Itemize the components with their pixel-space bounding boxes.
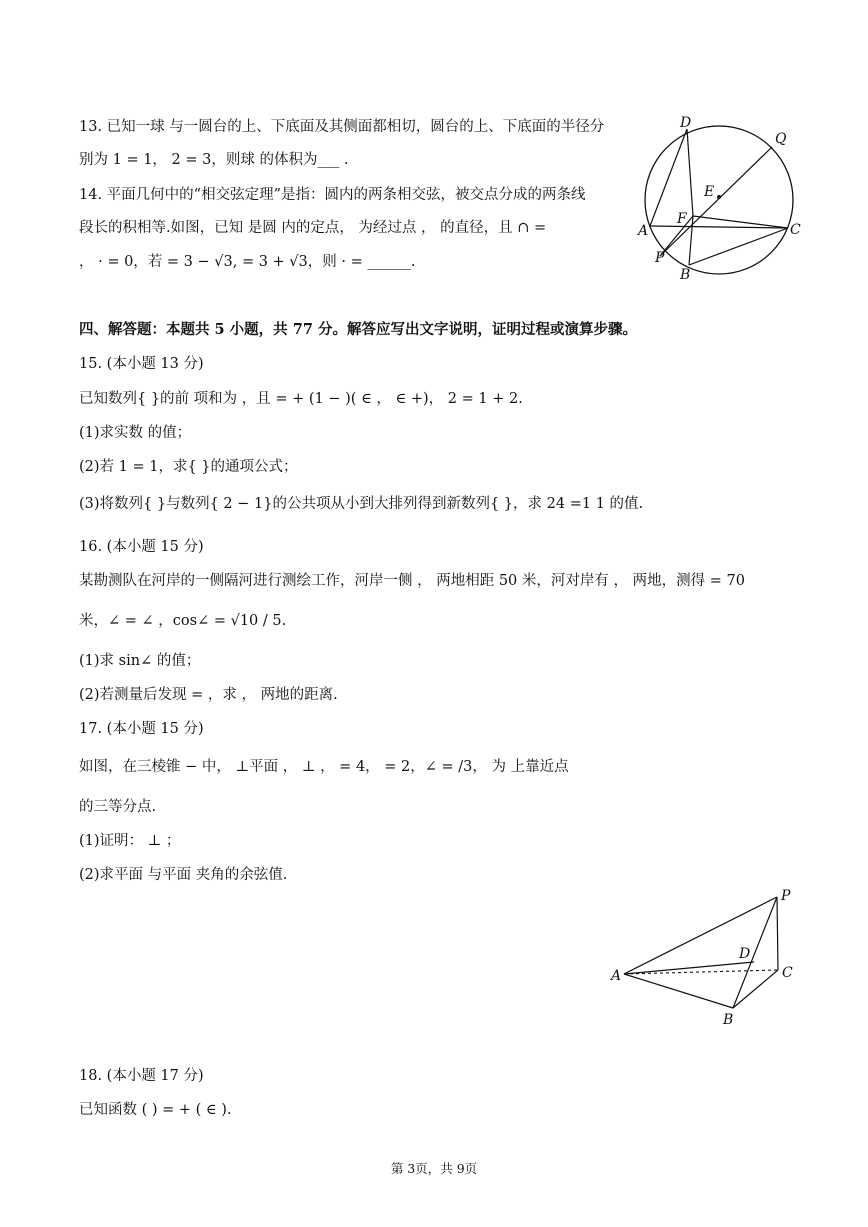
label-P: P: [655, 250, 665, 266]
q18-line-1: 已知函数 ( ) = + ( ∈ ).: [79, 1102, 232, 1118]
q15-part-2: (2)若 1 = 1，求{ }的通项公式；: [79, 459, 298, 475]
q15-part-1: (1)求实数 的值；: [79, 425, 192, 441]
q14-line-1: 14. 平面几何中的“相交弦定理”是指：圆内的两条相交弦，被交点分成的两条线: [79, 187, 586, 203]
q15-line-1: 已知数列{ }的前 项和为 ，且 = + (1 − )( ∈ ， ∈ +)， 2 = 1 + 2.: [79, 391, 523, 407]
q17-part-1: (1)证明： ⊥ ；: [79, 833, 181, 849]
q17-part-2: (2)求平面 与平面 夹角的余弦值.: [79, 867, 288, 883]
q16-heading: 16. (本小题 15 分): [79, 539, 204, 555]
label-F: F: [677, 211, 687, 227]
intersecting-chords-figure: [633, 108, 813, 288]
q16-line-1: 某勘测队在河岸的一侧隔河进行测绘工作，河岸一侧 ， 两地相距 50 米，河对岸有 ， 两地，测得 = 70: [79, 573, 745, 589]
label-E: E: [704, 184, 715, 200]
label-P-pyramid: P: [781, 888, 791, 904]
label-B-pyramid: B: [723, 1012, 734, 1028]
q17-line-1: 如图，在三棱锥 − 中， ⊥平面 ， ⊥ ， = 4， = 2，∠ = /3， 为 上靠近点: [79, 759, 569, 775]
label-Q: Q: [775, 131, 787, 147]
section-4-heading: 四、解答题：本题共 5 小题，共 77 分。解答应写出文字说明，证明过程或演算步骤。: [79, 321, 637, 338]
q17-line-2: 的三等分点.: [79, 799, 157, 815]
label-D-pyramid: D: [739, 946, 751, 962]
q14-line-3: ， · = 0，若 = 3 − √3, = 3 + √3，则 · = ______.: [79, 254, 416, 270]
q16-part-1: (1)求 sin∠ 的值；: [79, 653, 201, 669]
label-B: B: [680, 267, 691, 283]
q15-part-3: (3)将数列{ }与数列{ 2 − 1}的公共项从小到大排列得到新数列{ }，求 24 =1 1 的值.: [79, 496, 644, 512]
q18-heading: 18. (本小题 17 分): [79, 1068, 204, 1084]
q16-part-2: (2)若测量后发现 = ，求 ， 两地的距离.: [79, 687, 338, 703]
q17-heading: 17. (本小题 15 分): [79, 721, 204, 737]
label-D: D: [680, 115, 692, 131]
triangular-pyramid-figure: [605, 880, 805, 1030]
q16-line-2: 米，∠ = ∠ ，cos∠ = √10 / 5.: [79, 613, 287, 629]
q15-heading: 15. (本小题 13 分): [79, 356, 204, 372]
label-A-pyramid: A: [611, 968, 622, 984]
label-C: C: [790, 222, 801, 238]
q13-line-2: 别为 1 = 1， 2 = 3，则球 的体积为___ .: [79, 152, 349, 168]
label-A: A: [638, 223, 649, 239]
q13-line-1: 13. 已知一球 与一圆台的上、下底面及其侧面都相切，圆台的上、下底面的半径分: [79, 119, 605, 135]
q14-line-2: 段长的积相等.如图，已知 是圆 内的定点， 为经过点 ， 的直径，且 ∩ =: [79, 220, 547, 236]
page-footer: 第 3页，共 9页: [390, 1161, 478, 1176]
label-C-pyramid: C: [782, 965, 793, 981]
